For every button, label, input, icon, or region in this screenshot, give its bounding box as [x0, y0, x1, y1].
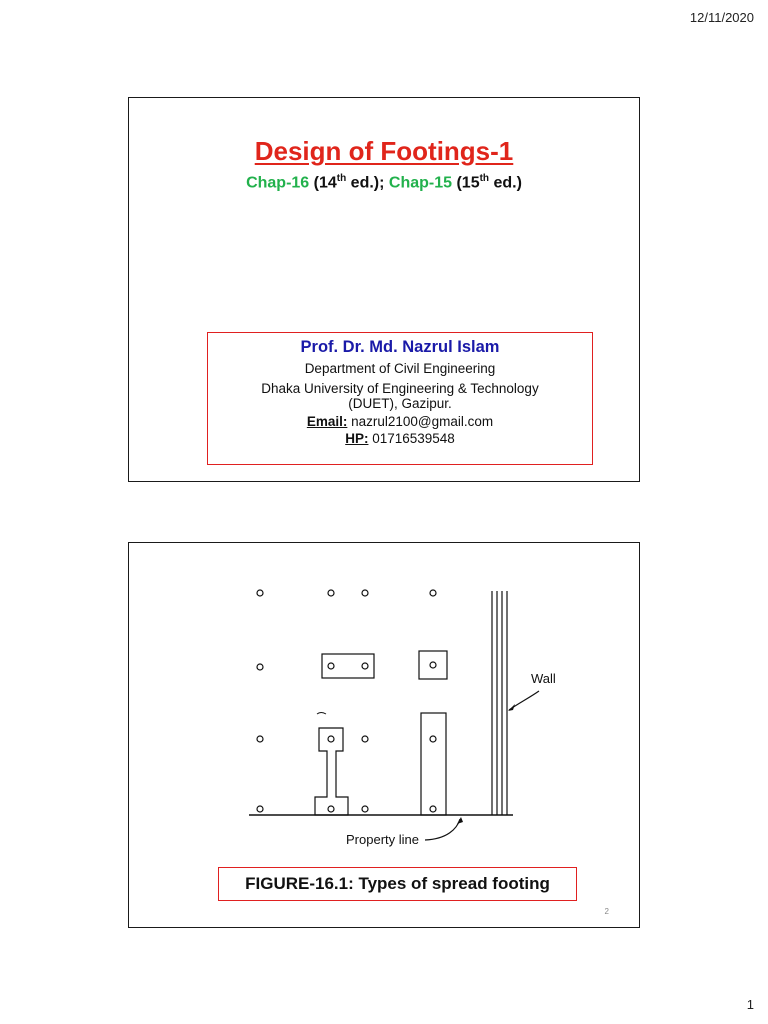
- author-email: nazrul2100@gmail.com: [347, 414, 494, 429]
- column-marker: [430, 590, 436, 596]
- strap-footing-mark: [317, 713, 326, 715]
- combined-footing: [322, 654, 374, 678]
- column-marker: [362, 663, 368, 669]
- author-university-line1: Dhaka University of Engineering & Technology: [261, 381, 539, 396]
- figure-caption: FIGURE-16.1: Types of spread footing: [218, 867, 577, 901]
- column-marker: [257, 806, 263, 812]
- slide-number: 2: [604, 907, 609, 916]
- column-marker: [362, 590, 368, 596]
- property-line-leader: [425, 819, 460, 840]
- column-marker: [328, 736, 334, 742]
- square-footing: [419, 651, 447, 679]
- edition-14-open: (14: [309, 174, 337, 192]
- column-marker: [430, 806, 436, 812]
- column-marker: [328, 806, 334, 812]
- page-number: 1: [746, 997, 754, 1012]
- email-label: Email:: [306, 414, 348, 429]
- author-university-line2: (DUET), Gazipur.: [348, 396, 452, 411]
- column-marker: [257, 664, 263, 670]
- phone-label: HP:: [345, 431, 369, 446]
- edition-14-sup: th: [336, 173, 347, 184]
- page-date: 12/11/2020: [689, 10, 754, 25]
- column-marker: [362, 736, 368, 742]
- author-email-row: [208, 413, 592, 430]
- column-marker: [328, 590, 334, 596]
- column-marker: [362, 806, 368, 812]
- column-marker: [328, 663, 334, 669]
- wall-footing: [421, 713, 446, 815]
- edition-14-close: ed.);: [346, 174, 389, 192]
- column-marker: [257, 736, 263, 742]
- column-marker: [257, 590, 263, 596]
- edition-15-open: (15: [452, 174, 480, 192]
- slide-title: [128, 97, 640, 482]
- slide-title-heading: Design of Footings-1: [254, 136, 514, 166]
- chapter-16-label: Chap-16: [246, 174, 310, 192]
- author-department: Department of Civil Engineering: [304, 361, 496, 376]
- author-info-box: [207, 332, 593, 465]
- chapter-15-label: Chap-15: [388, 174, 453, 192]
- chapter-reference: [129, 173, 639, 192]
- wall-label: Wall: [531, 671, 556, 686]
- column-marker: [430, 736, 436, 742]
- strap-footing: [315, 728, 348, 815]
- author-phone-row: [208, 430, 592, 447]
- author-phone: 01716539548: [368, 431, 455, 446]
- column-marker: [430, 662, 436, 668]
- author-name: Prof. Dr. Md. Nazrul Islam: [300, 338, 500, 356]
- edition-15-sup: th: [479, 173, 490, 184]
- slide-figure: [128, 542, 640, 928]
- edition-15-close: ed.): [489, 174, 522, 192]
- wall-arrowhead: [508, 704, 515, 711]
- property-line-label: Property line: [346, 832, 419, 847]
- property-line-arrowhead: [457, 817, 463, 824]
